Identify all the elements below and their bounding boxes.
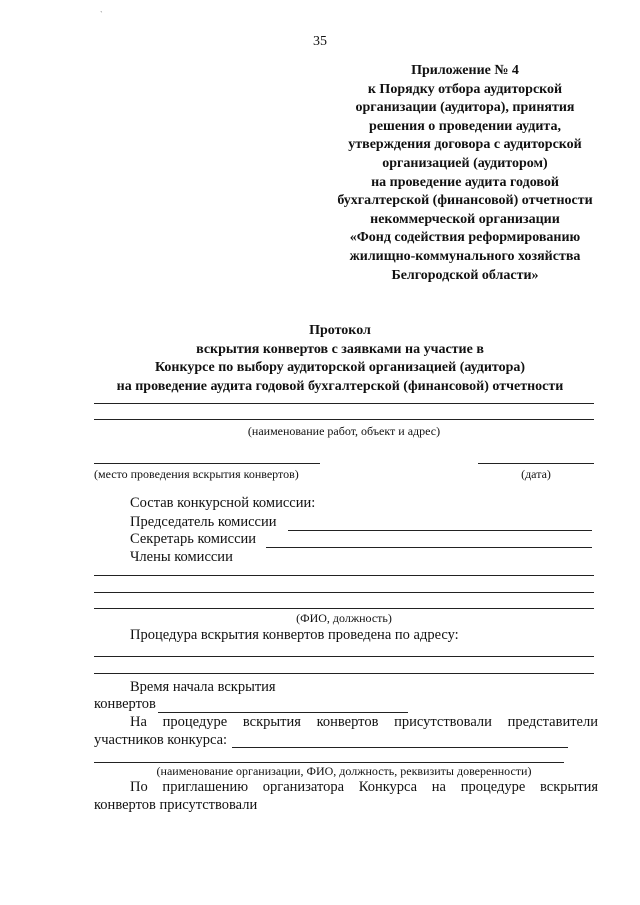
org-details-caption: (наименование организации, ФИО, должность, реквизиты доверенности) [156,764,532,778]
appendix-line: «Фонд содействия реформированию [349,230,581,246]
members-field-line[interactable] [94,575,594,576]
date-caption: (дата) [521,467,551,481]
protocol-title-line: на проведение аудита годовой бухгалтерской (финансовой) отчетности [116,378,564,394]
commission-composition: Состав конкурсной комиссии: [130,495,316,511]
appendix-line: утверждения договора с аудиторской [348,137,582,153]
appendix-line: к Порядку отбора аудиторской [367,81,563,97]
appendix-line: жилищно-коммунального хозяйства [349,248,581,264]
fio-position-caption: (ФИО, должность) [296,611,392,625]
page-number: 35 [313,34,327,49]
org-field-line[interactable] [94,762,564,763]
representatives-field-line[interactable] [232,747,568,748]
representatives-text: На процедуре вскрытия конвертов присутствовали представители [130,714,598,730]
place-caption: (место проведения вскрытия конвертов) [94,467,299,481]
works-field-line[interactable] [94,403,594,404]
members-label: Члены комиссии [130,549,233,565]
protocol-title-line: Конкурсе по выбору аудиторской организацией (аудитора) [154,360,526,375]
start-time-label-cont: конвертов [94,696,156,712]
representatives-text-cont: участников конкурса: [94,732,228,748]
appendix-line: организации (аудитора), принятия [355,100,575,116]
works-field-line[interactable] [94,419,594,420]
invitation-text-cont: конвертов присутствовали [94,797,258,813]
secretary-label: Секретарь комиссии [130,531,257,547]
appendix-line: на проведение аудита годовой [371,174,559,190]
appendix-line: организацией (аудитором) [382,155,548,171]
appendix-line: некоммерческой организации [370,211,560,227]
start-time-field-line[interactable] [158,712,408,713]
protocol-title-line: Протокол [309,323,371,338]
date-field-line[interactable] [478,463,594,464]
members-field-line[interactable] [94,608,594,609]
works-caption: (наименование работ, объект и адрес) [247,424,441,438]
address-field-line[interactable] [94,673,594,674]
start-time-label: Время начала вскрытия [130,679,276,695]
invitation-text: По приглашению организатора Конкурса на процедуре вскрытия [130,779,598,795]
protocol-title [60,322,620,396]
members-field-line[interactable] [94,592,594,593]
procedure-address-label: Процедура вскрытия конвертов проведена по адресу: [130,627,459,643]
place-field-line[interactable] [94,463,320,464]
appendix-line: Приложение № 4 [411,63,519,78]
chairman-field-line[interactable] [288,530,592,531]
address-field-line[interactable] [94,656,594,657]
secretary-field-line[interactable] [266,547,592,548]
chairman-label: Председатель комиссии [130,514,277,530]
appendix-line: решения о проведении аудита, [369,118,561,134]
scan-mark: ` [100,10,103,19]
appendix-header [300,62,630,285]
protocol-title-line: вскрытия конвертов с заявками на участие в [196,341,484,357]
appendix-line: Белгородской области» [391,267,539,283]
appendix-line: бухгалтерской (финансовой) отчетности [337,193,593,209]
